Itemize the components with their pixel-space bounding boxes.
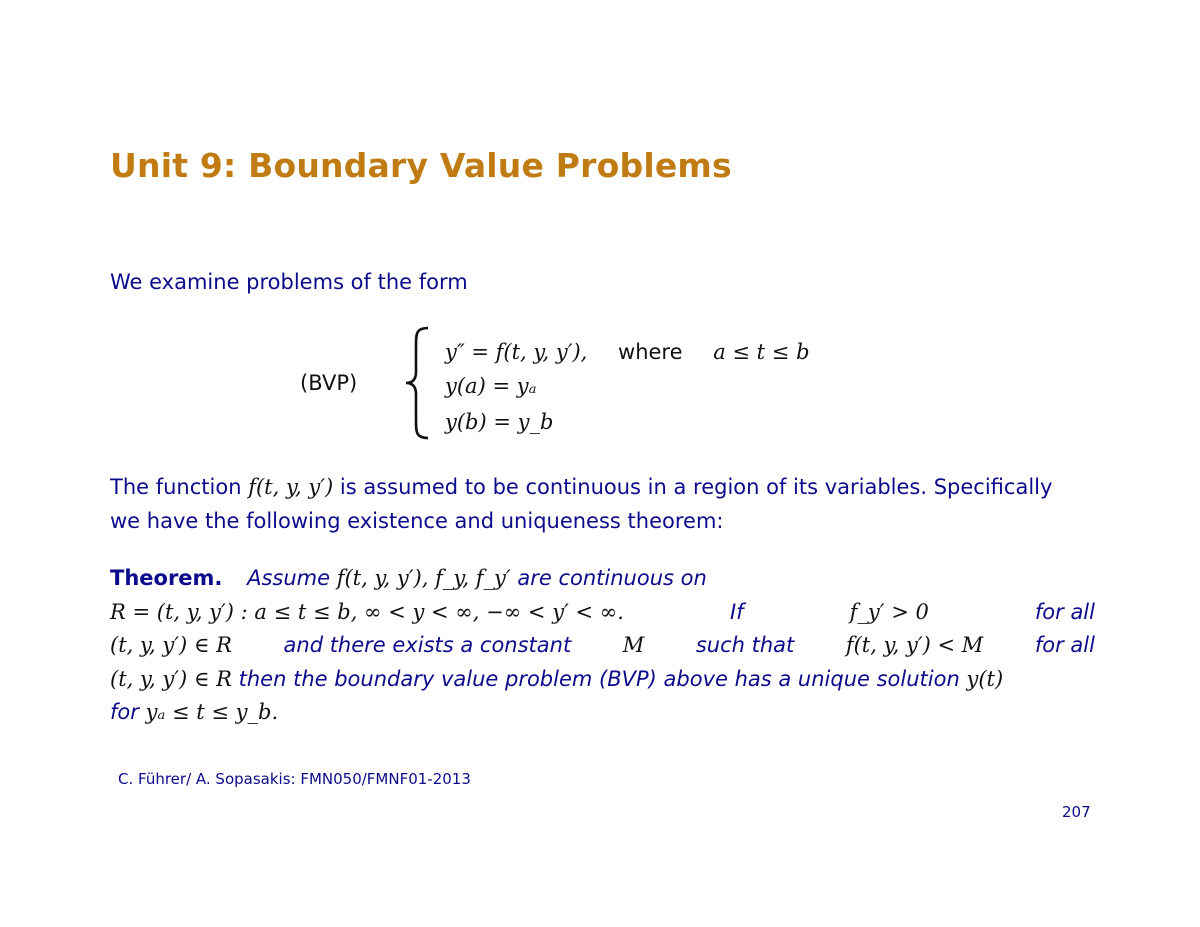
theorem-text: for all <box>1034 633 1095 657</box>
theorem-line-3 <box>110 629 1095 663</box>
footer-credits: C. Führer/ A. Sopasakis: FMN050/FMNF01-2013 <box>118 770 471 788</box>
theorem-math: y(t) <box>966 666 1004 691</box>
theorem-math: R = (t, y, y′) : a ≤ t ≤ b, ∞ < y < ∞, −∞ < y′ < ∞. <box>110 599 624 624</box>
theorem-line-5 <box>110 696 1095 730</box>
paragraph-text: The function <box>110 475 242 499</box>
boundary-condition-a: y(a) = yₐ <box>445 374 537 398</box>
theorem-math: f(t, y, y′) < M <box>845 633 984 657</box>
theorem-math: (t, y, y′) ∈ R <box>110 666 232 691</box>
paragraph-text: is assumed to be continuous in a region of its variables. Specifically <box>339 475 1053 499</box>
theorem-text: for all <box>1034 599 1095 624</box>
boundary-condition-b: y(b) = y_b <box>445 410 554 434</box>
theorem-math: f_y′ > 0 <box>849 599 929 624</box>
theorem-math: f(t, y, y′), f_y, f_y′ <box>336 566 511 590</box>
theorem-heading: Theorem. <box>110 566 223 590</box>
interval-condition: a ≤ t ≤ b <box>713 340 810 364</box>
theorem-text: are continuous on <box>517 566 707 590</box>
theorem-math: M <box>622 633 645 657</box>
theorem-math: yₐ ≤ t ≤ y_b. <box>145 700 279 724</box>
slide-title: Unit 9: Boundary Value Problems <box>110 146 732 185</box>
theorem-math: (t, y, y′) ∈ R <box>110 633 232 657</box>
theorem-text: for <box>110 700 139 724</box>
left-brace-icon <box>404 326 432 440</box>
where-label: where <box>618 340 683 364</box>
paragraph-line-2: we have the following existence and uniqueness theorem: <box>110 509 724 533</box>
theorem-text: then the boundary value problem (BVP) above has a unique solution <box>238 666 960 691</box>
theorem-line-1 <box>110 562 1095 596</box>
bvp-label: (BVP) <box>300 371 358 395</box>
theorem-block <box>110 562 1095 730</box>
page-number: 207 <box>1062 803 1091 821</box>
theorem-line-2 <box>110 596 1095 630</box>
theorem-text: Assume <box>247 566 331 590</box>
function-math: f(t, y, y′) <box>248 475 334 499</box>
intro-text: We examine problems of the form <box>110 270 468 294</box>
description-paragraph <box>110 470 1100 538</box>
equation-line-1 <box>445 340 810 364</box>
theorem-text: and there exists a constant <box>283 633 572 657</box>
theorem-text: such that <box>695 633 795 657</box>
theorem-line-4 <box>110 663 1095 697</box>
theorem-text: If <box>729 599 744 624</box>
paragraph-line-1 <box>110 470 1100 504</box>
ode-equation: y″ = f(t, y, y′), <box>445 340 588 364</box>
